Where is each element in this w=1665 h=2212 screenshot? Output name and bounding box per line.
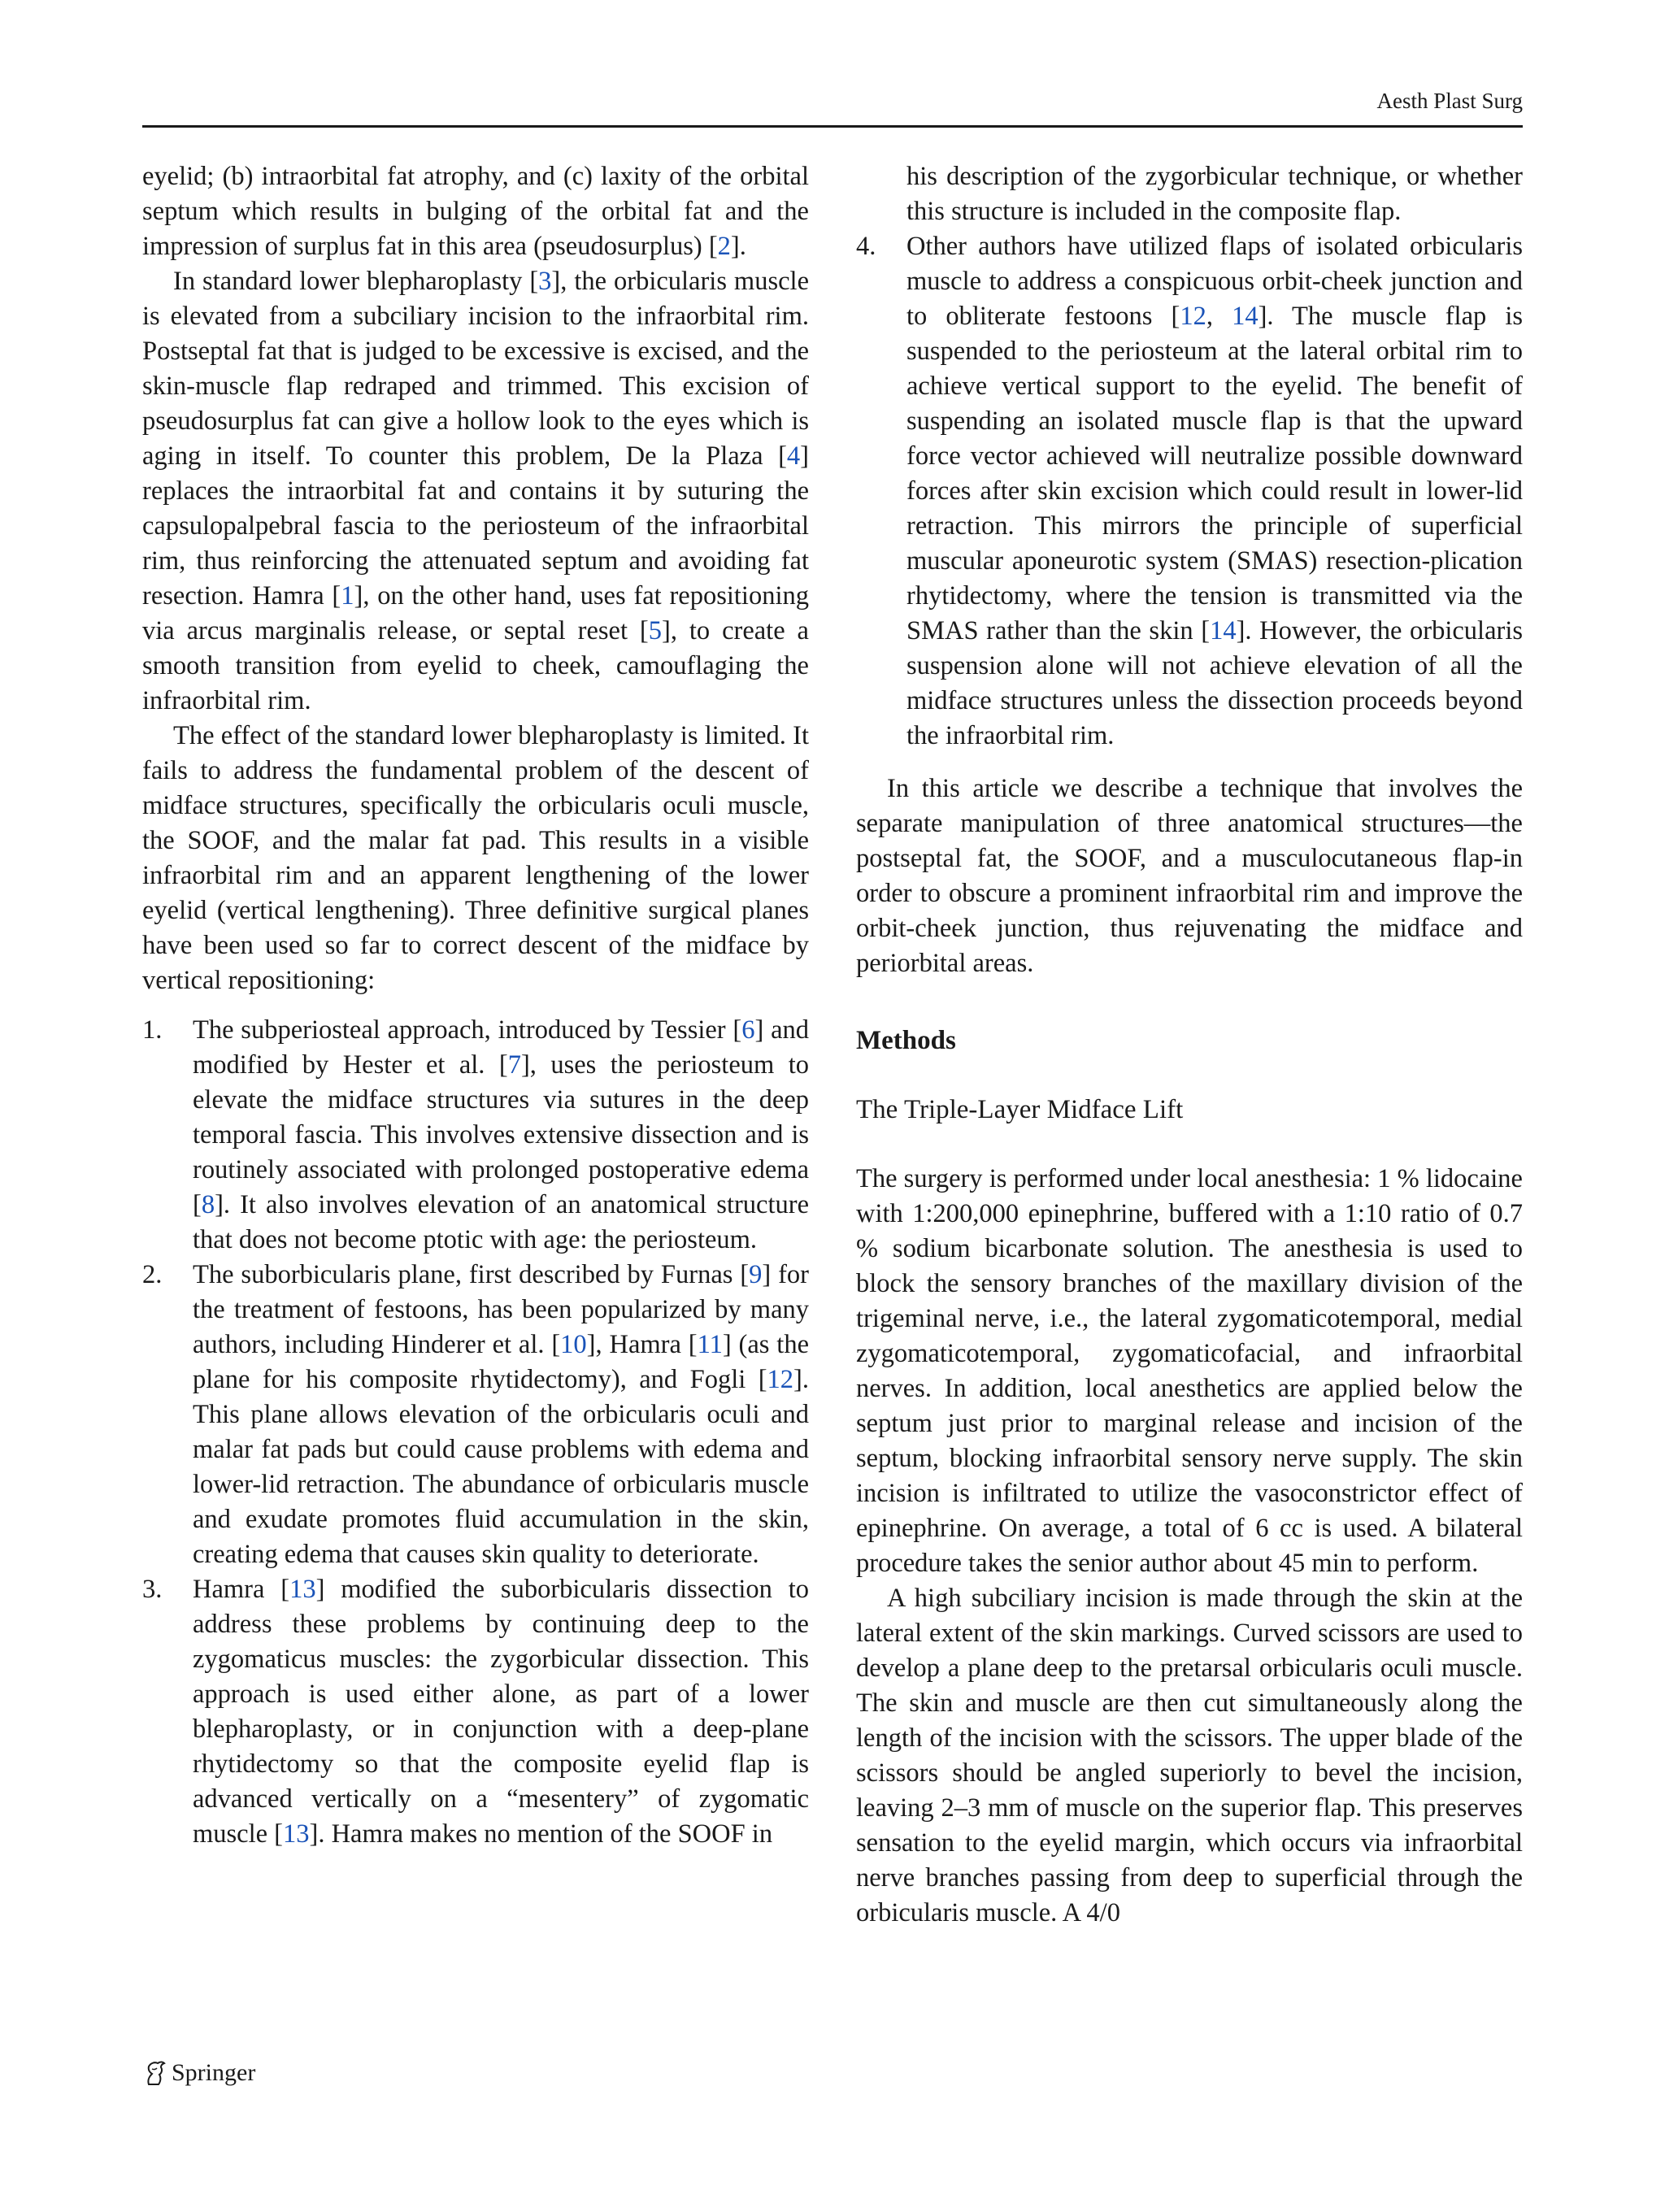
- list-item-text: Other authors have utilized flaps of isolated orbicularis muscle to address a conspicuous orbit-cheek junction and to obliterate festoons [12, 14]. The muscle flap is suspended to the periosteum at the lateral orbital rim to achieve vertical support to the eyelid. The benefit of suspending an isolated muscle flap is that the upward force vector achieved will neutralize possible downward forces after skin excision which could result in lower-lid retraction. This mirrors the principle of superficial muscular aponeurotic system (SMAS) resection-plication rhytidectomy, where the tension is transmitted via the SMAS rather than the skin [14]. However, the orbicularis suspension alone will not achieve elevation of all the midface structures unless the dissection proceeds beyond the infraorbital rim.: [906, 232, 1523, 750]
- citation-link[interactable]: 13: [283, 1819, 310, 1849]
- citation-link[interactable]: 12: [767, 1365, 794, 1394]
- header-rule: [142, 125, 1523, 128]
- citation-link[interactable]: 10: [560, 1330, 587, 1359]
- subsection-heading: The Triple-Layer Midface Lift: [856, 1095, 1184, 1124]
- citation-link[interactable]: 3: [538, 267, 552, 296]
- publisher-name: Springer: [172, 2059, 256, 2086]
- list-item: [856, 229, 1523, 754]
- citation-link[interactable]: 1: [341, 581, 354, 611]
- list-item: [142, 1013, 809, 1258]
- paragraph: The effect of the standard lower blepharoplasty is limited. It fails to address the fundamental problem of the descent of midface structures, specifically the orbicularis oculi muscle, the SOOF, and the malar fat pad. This results in a visible infraorbital rim and an apparent lengthening of the lower eyelid (vertical lengthening). Three definitive surgical planes have been used so far to correct descent of the midface by vertical repositioning:: [142, 721, 809, 995]
- list-number: 2.: [142, 1260, 163, 1289]
- list-item-text: The suborbicularis plane, first described by Furnas [9] for the treatment of festoons, has been popularized by many authors, including Hinderer et al. [10], Hamra [11] (as the plane for his composite rhytidectomy), and Fogli [12]. This plane allows elevation of the orbicularis oculi and malar fat pads but could cause problems with edema and lower-lid retraction. The abundance of orbicularis muscle and exudate promotes fluid accumulation in the skin, creating edema that causes skin quality to deteriorate.: [193, 1260, 809, 1569]
- left-column: [142, 159, 809, 1852]
- paragraph: eyelid; (b) intraorbital fat atrophy, and (c) laxity of the orbital septum which results in bulging of the orbital fat and the impression of surplus fat in this area (pseudosurplus) [2].: [142, 162, 809, 261]
- list-item-continuation: his description of the zygorbicular technique, or whether this structure is included in the composite flap.: [906, 162, 1523, 226]
- paragraph: The surgery is performed under local anesthesia: 1 % lidocaine with 1:200,000 epinephrine, buffered with a 1:10 ratio of 0.7 % sodium bicarbonate solution. The anesthesia is used to block the sensory branches of the maxillary division of the trigeminal nerve, i.e., the lateral zygomaticotemporal, medial zygomaticotemporal, zygomaticofacial, and infraorbital nerves. In addition, local anesthetics are applied below the septum just prior to marginal release and incision of the septum, blocking infraorbital sensory nerve supply. The skin incision is infiltrated to utilize the vasoconstrictor effect of epinephrine. On average, a total of 6 cc is used. A bilateral procedure takes the senior author about 45 min to perform.: [856, 1164, 1523, 1578]
- springer-horse-icon: [142, 2059, 167, 2087]
- list-number: 1.: [142, 1015, 163, 1045]
- running-header: Aesth Plast Surg: [1376, 89, 1523, 113]
- list-item: [142, 1572, 809, 1852]
- list-number: 3.: [142, 1575, 163, 1604]
- citation-link[interactable]: 9: [749, 1260, 763, 1289]
- citation-link[interactable]: 12: [1180, 302, 1206, 331]
- citation-link[interactable]: 8: [201, 1190, 215, 1219]
- list-number: 4.: [856, 232, 876, 261]
- citation-link[interactable]: 6: [741, 1015, 755, 1045]
- right-column: [856, 159, 1523, 1931]
- section-heading: Methods: [856, 1026, 956, 1055]
- citation-link[interactable]: 7: [507, 1050, 521, 1080]
- citation-link[interactable]: 14: [1210, 616, 1237, 645]
- citation-link[interactable]: 11: [697, 1330, 723, 1359]
- list-item-text: The subperiosteal approach, introduced by Tessier [6] and modified by Hester et al. [7], uses the periosteum to elevate the midface structures via sutures in the deep temporal fascia. This involves extensive dissection and is routinely associated with prolonged postoperative edema [8]. It also involves elevation of an anatomical structure that does not become ptotic with age: the periosteum.: [193, 1015, 810, 1254]
- publisher-footer: [142, 2058, 255, 2088]
- list-item-text: Hamra [13] modified the suborbicularis dissection to address these problems by continuing deep to the zygomaticus muscles: the zygorbicular dissection. This approach is used either alone, as part of a lower blepharoplasty, or in conjunction with a deep-plane rhytidectomy so that the composite eyelid flap is advanced vertically on a “mesentery” of zygomatic muscle [13]. Hamra makes no mention of the SOOF in: [193, 1575, 809, 1849]
- citation-link[interactable]: 2: [717, 232, 731, 261]
- paragraph: In this article we describe a technique that involves the separate manipulation of three anatomical structures—the postseptal fat, the SOOF, and a musculocutaneous flap-in order to obscure a prominent infraorbital rim and improve the orbit-cheek junction, thus rejuvenating the midface and periorbital areas.: [856, 774, 1523, 978]
- paragraph: In standard lower blepharoplasty [3], the orbicularis muscle is elevated from a subciliary incision to the infraorbital rim. Postseptal fat that is judged to be excessive is excised, and the skin-muscle flap redraped and trimmed. This excision of pseudosurplus fat can give a hollow look to the eyes which is aging in itself. To counter this problem, De la Plaza [4] replaces the intraorbital fat and contains it by suturing the capsulopalpebral fascia to the periosteum of the infraorbital rim, thus reinforcing the attenuated septum and avoiding fat resection. Hamra [1], on the other hand, uses fat repositioning via arcus marginalis release, or septal reset [5], to create a smooth transition from eyelid to cheek, camouflaging the infraorbital rim.: [142, 267, 809, 715]
- citation-link[interactable]: 13: [289, 1575, 316, 1604]
- paragraph: A high subciliary incision is made through the skin at the lateral extent of the skin markings. Curved scissors are used to develop a plane deep to the pretarsal orbicularis oculi muscle. The skin and muscle are then cut simultaneously along the length of the incision with the scissors. The upper blade of the scissors should be angled superiorly to bevel the incision, leaving 2–3 mm of muscle on the superior flap. This preserves sensation to the eyelid margin, which occurs via infraorbital nerve branches passing from deep to superficial through the orbicularis muscle. A 4/0: [856, 1584, 1523, 1927]
- list-item: [142, 1258, 809, 1572]
- citation-link[interactable]: 14: [1232, 302, 1259, 331]
- citation-link[interactable]: 4: [786, 441, 801, 471]
- surgical-planes-list: [142, 1013, 809, 1852]
- citation-link[interactable]: 5: [648, 616, 662, 645]
